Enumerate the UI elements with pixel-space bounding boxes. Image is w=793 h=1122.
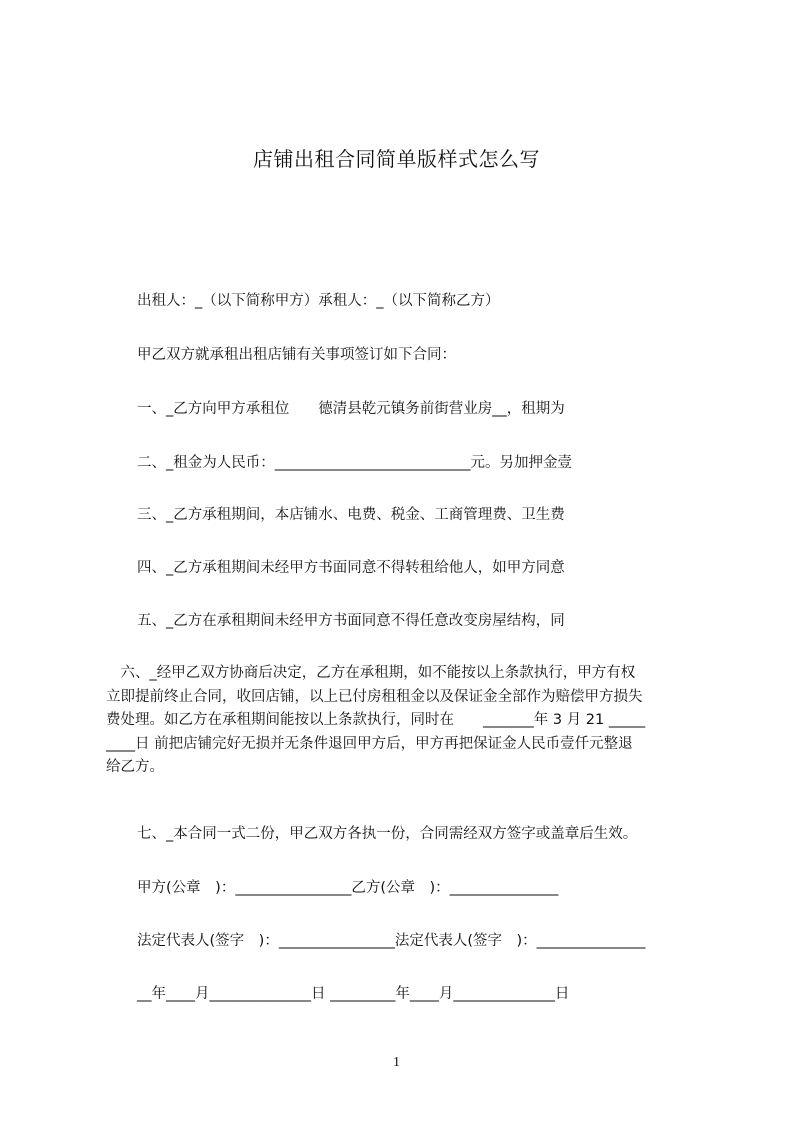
- intro-line: 甲乙双方就承租出租店铺有关事项签订如下合同：: [137, 347, 456, 363]
- document-title: 店铺出租合同简单版样式怎么写: [253, 147, 540, 171]
- clause-7: 七、_本合同一式二份，甲乙双方各执一份，合同需经双方签字或盖章后生效。: [137, 826, 638, 842]
- clause-6-line: 费处理。如乙方在承租期间能按以上条款执行，同时在 _______年 3 月 21 _____: [106, 712, 646, 728]
- parties-line: 出租人：_（以下简称甲方）承租人：_（以下简称乙方）: [137, 293, 500, 309]
- signature-date-line: __年____月______________日 _________年____月______________日: [137, 986, 570, 1002]
- signature-representative-line: 法定代表人(签字 )：________________法定代表人(签字 )：_______________: [137, 933, 646, 949]
- clause-4: 四、_乙方承租期间未经甲方书面同意不得转租给他人，如甲方同意: [137, 560, 565, 576]
- clause-6-line: 六、_经甲乙双方协商后决定，乙方在承租期，如不能按以上条款执行，甲方有权: [106, 665, 636, 681]
- clause-5: 五、_乙方在承租期间未经甲方书面同意不得任意改变房屋结构，同: [137, 613, 565, 629]
- clause-3: 三、_乙方承租期间，本店铺水、电费、税金、工商管理费、卫生费: [137, 507, 565, 523]
- clause-6-line: 给乙方。: [106, 759, 164, 775]
- page-number: 1: [393, 1055, 400, 1070]
- clause-6: [106, 662, 714, 780]
- clause-1: 一、_乙方向甲方承租位 德清县乾元镇务前街营业房__，租期为: [137, 401, 565, 417]
- clause-2: 二、_租金为人民币：___________________________元。另加押金壹: [137, 455, 572, 471]
- clause-6-line: 立即提前终止合同，收回店铺，以上已付房租租金以及保证金全部作为赔偿甲方损失: [106, 688, 643, 705]
- clause-6-line: ____日 前把店铺完好无损并无条件退回甲方后，甲方再把保证金人民币壹仟元整退: [106, 735, 633, 752]
- signature-seal-line: 甲方(公章 )：________________乙方(公章 )：_______________: [137, 880, 559, 896]
